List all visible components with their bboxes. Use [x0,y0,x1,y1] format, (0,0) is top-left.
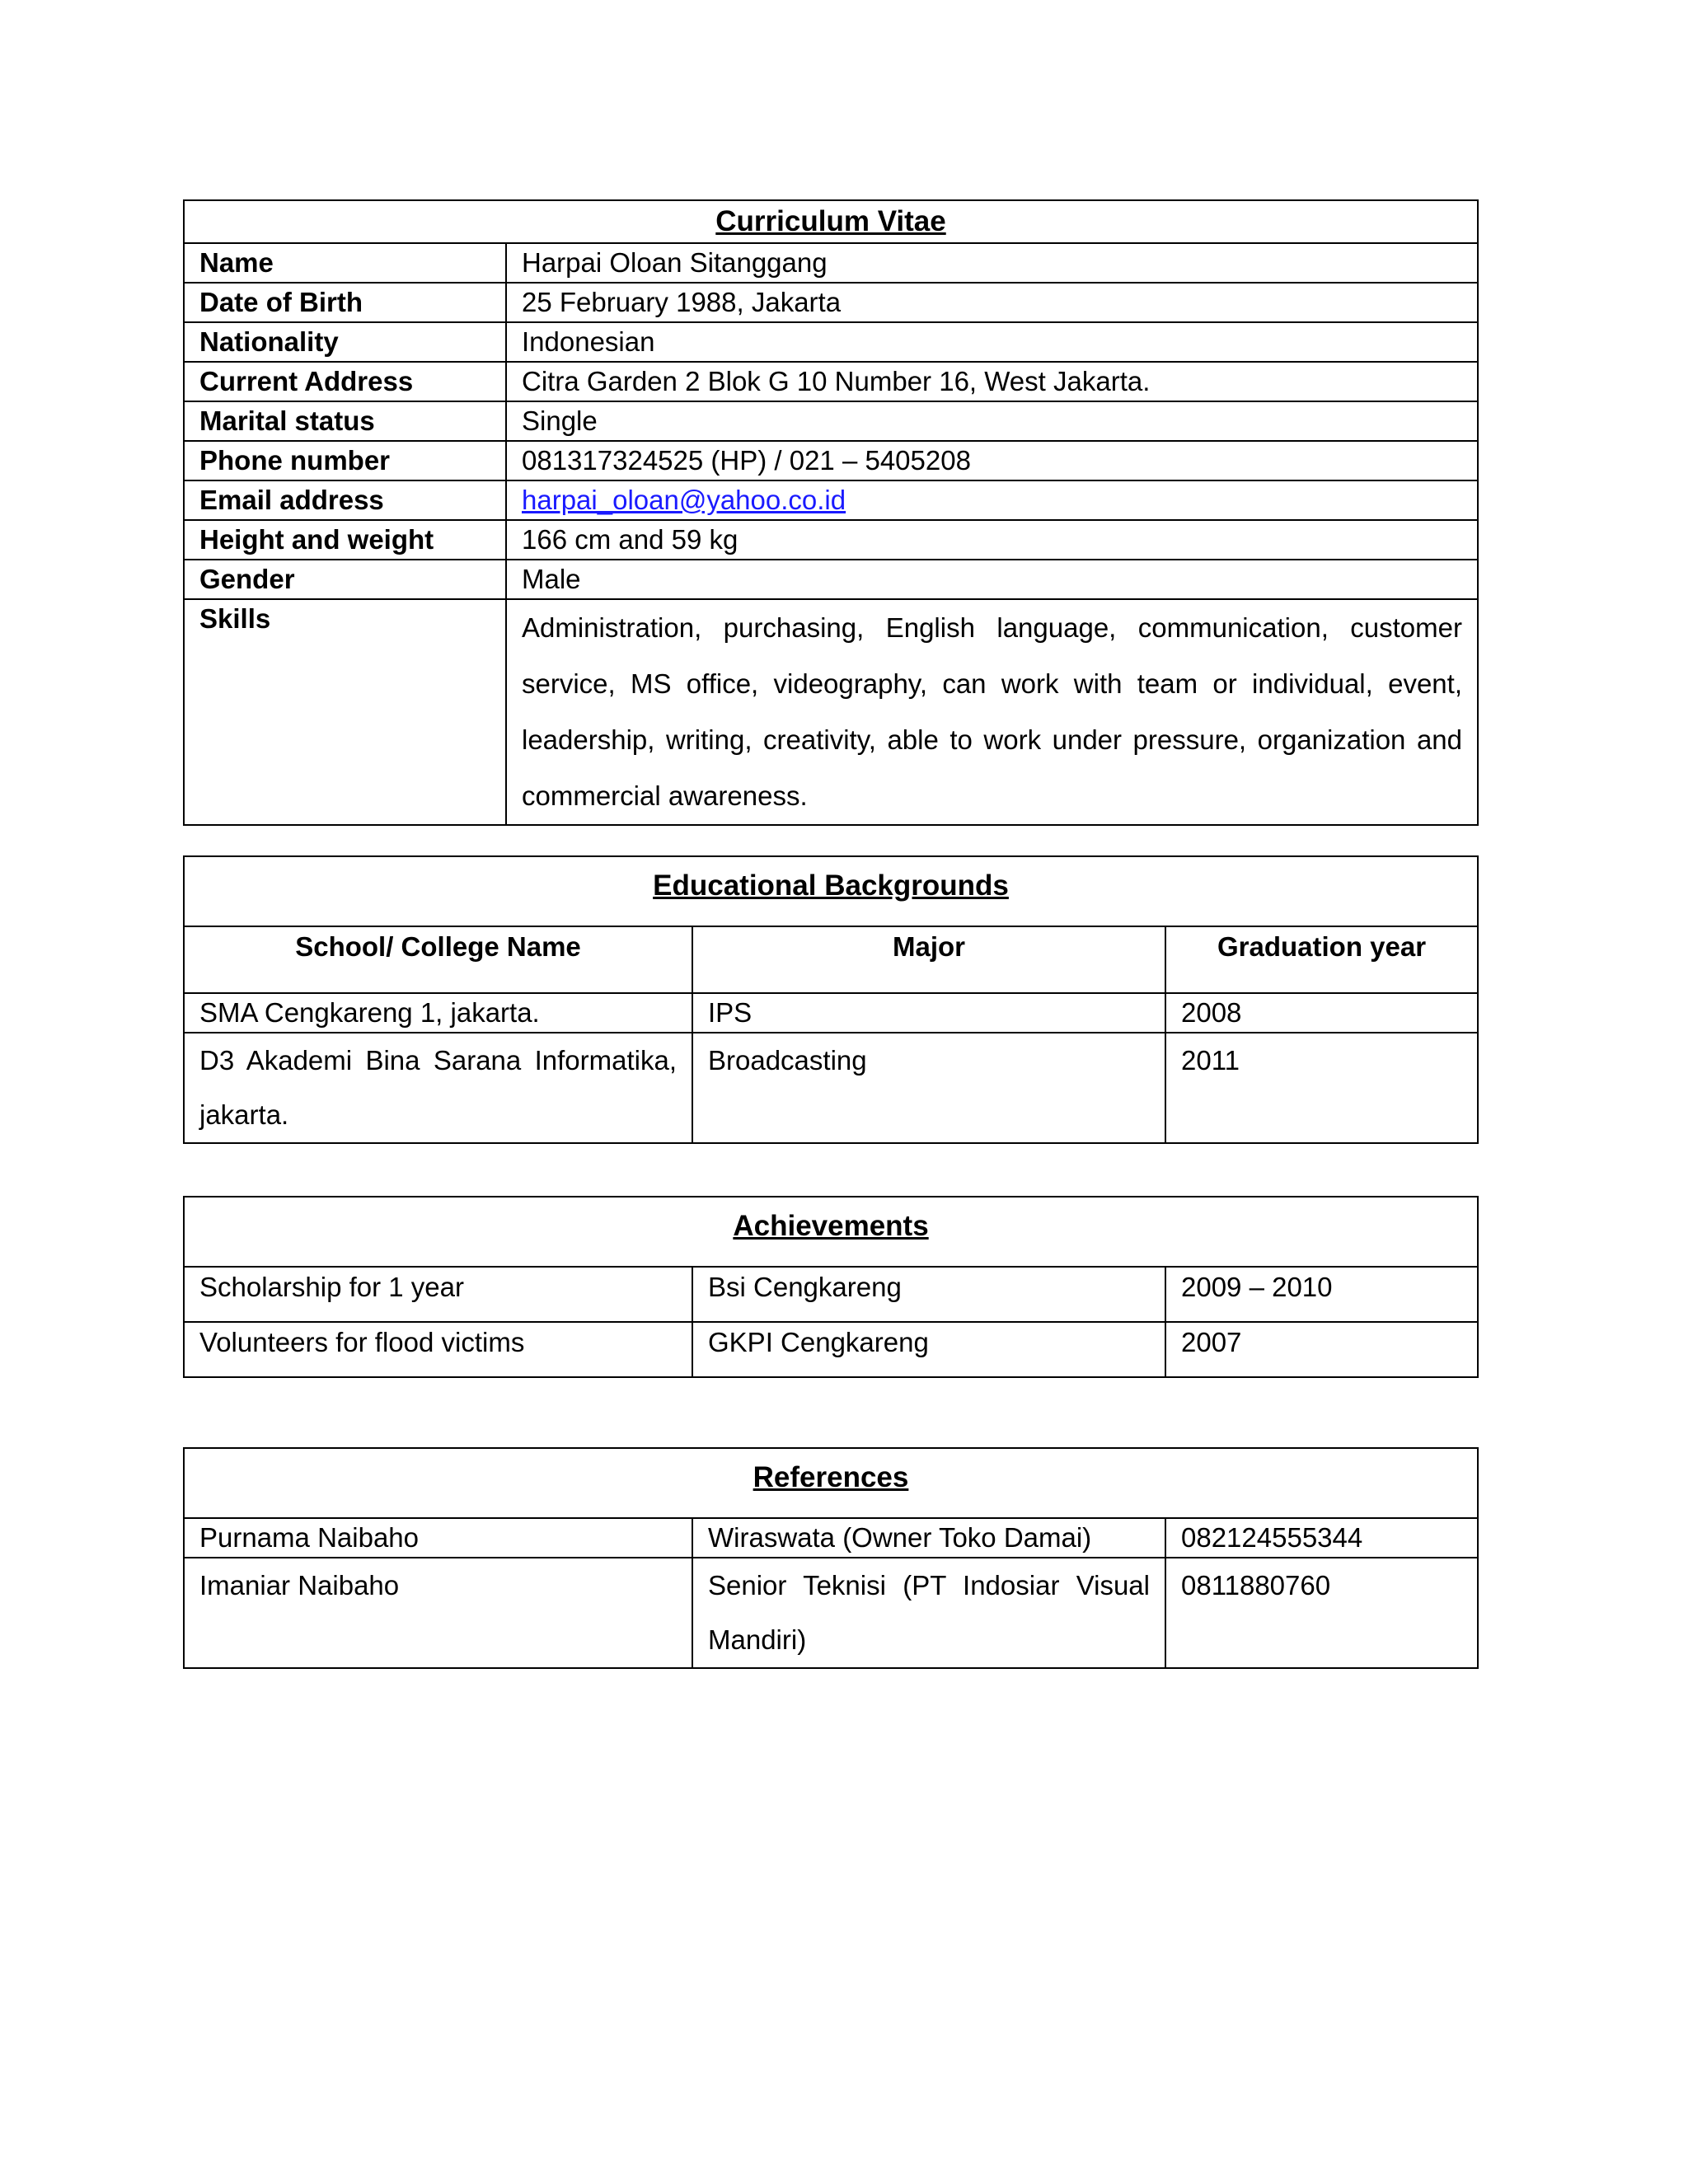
table-cell: 0811880760 [1165,1558,1478,1668]
table-cell: IPS [692,993,1165,1033]
cv-label: Current Address [184,362,506,401]
table-cell: Bsi Cengkareng [692,1267,1165,1322]
table-cell: Wiraswata (Owner Toko Damai) [692,1518,1165,1558]
references-title: References [184,1448,1478,1518]
cv-value [506,480,1478,520]
cv-row-phone [184,441,1478,480]
cv-label: Email address [184,480,506,520]
cv-value: 166 cm and 59 kg [506,520,1478,560]
cv-value: Indonesian [506,322,1478,362]
cv-label: Skills [184,599,506,825]
column-header: Major [692,926,1165,993]
education-header-row [184,926,1478,993]
cv-title: Curriculum Vitae [184,200,1478,243]
table-cell: Broadcasting [692,1033,1165,1143]
cv-value: 25 February 1988, Jakarta [506,283,1478,322]
cv-row-email [184,480,1478,520]
table-cell: 2011 [1165,1033,1478,1143]
cv-row-skills [184,599,1478,825]
table-cell: Senior Teknisi (PT Indosiar Visual Mandiri) [692,1558,1165,1668]
table-cell: 082124555344 [1165,1518,1478,1558]
table-cell: Purnama Naibaho [184,1518,692,1558]
education-title: Educational Backgrounds [184,856,1478,926]
cv-value: Single [506,401,1478,441]
cv-row-address [184,362,1478,401]
table-cell: Scholarship for 1 year [184,1267,692,1322]
cv-row-gender [184,560,1478,599]
cv-value: Citra Garden 2 Blok G 10 Number 16, West Jakarta. [506,362,1478,401]
table-row [184,1033,1478,1143]
cv-row-nationality [184,322,1478,362]
cv-label: Name [184,243,506,283]
cv-label: Date of Birth [184,283,506,322]
cv-row-height-weight [184,520,1478,560]
table-row [184,1267,1478,1322]
table-cell: Imaniar Naibaho [184,1558,692,1668]
cv-label: Marital status [184,401,506,441]
cv-value: Male [506,560,1478,599]
table-row [184,1558,1478,1668]
table-cell: 2009 – 2010 [1165,1267,1478,1322]
table-row [184,993,1478,1033]
table-cell: 2008 [1165,993,1478,1033]
cv-table [183,199,1479,826]
cv-row-marital [184,401,1478,441]
table-cell: GKPI Cengkareng [692,1322,1165,1377]
email-link[interactable]: harpai_oloan@yahoo.co.id [522,485,846,515]
column-header: School/ College Name [184,926,692,993]
education-table [183,855,1479,1144]
cv-label: Phone number [184,441,506,480]
references-title-row [184,1448,1478,1518]
cv-value: Harpai Oloan Sitanggang [506,243,1478,283]
table-row [184,1518,1478,1558]
achievements-table [183,1196,1479,1378]
table-cell: SMA Cengkareng 1, jakarta. [184,993,692,1033]
table-cell: D3 Akademi Bina Sarana Informatika, jakarta. [184,1033,692,1143]
cv-row-dob [184,283,1478,322]
achievements-title-row [184,1197,1478,1267]
cv-value: Administration, purchasing, English language, communication, customer service, MS office, videography, can work with team or individual, event, leadership, writing, creativity, able to work under pressure, organization and commercial awareness. [506,599,1478,825]
references-table [183,1447,1479,1669]
achievements-title: Achievements [184,1197,1478,1267]
cv-row-name [184,243,1478,283]
table-cell: Volunteers for flood victims [184,1322,692,1377]
cv-label: Height and weight [184,520,506,560]
column-header: Graduation year [1165,926,1478,993]
table-row [184,1322,1478,1377]
cv-label: Gender [184,560,506,599]
cv-label: Nationality [184,322,506,362]
table-cell: 2007 [1165,1322,1478,1377]
education-title-row [184,856,1478,926]
cv-title-row [184,200,1478,243]
cv-value: 081317324525 (HP) / 021 – 5405208 [506,441,1478,480]
